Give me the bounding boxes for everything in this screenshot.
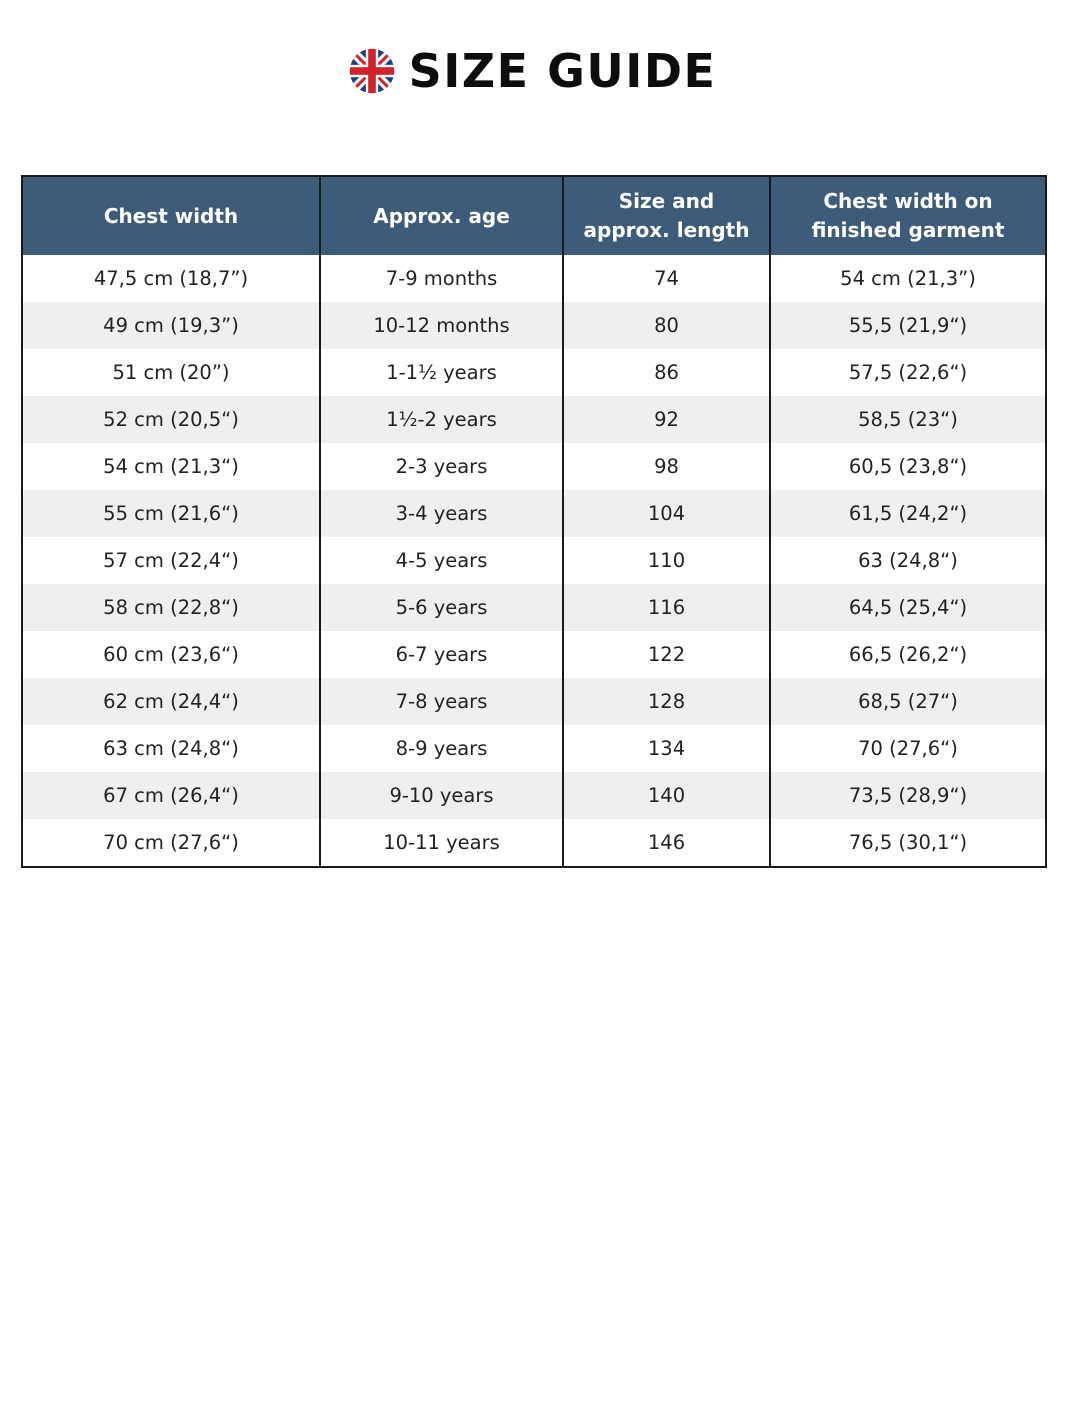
- uk-flag-icon: [349, 48, 395, 94]
- table-row: [22, 349, 1046, 396]
- cell-chest-width: 58 cm (22,8“): [22, 584, 320, 631]
- cell-chest-width: 54 cm (21,3“): [22, 443, 320, 490]
- cell-finished-chest-width: 57,5 (22,6“): [770, 349, 1046, 396]
- cell-approx-age: 6-7 years: [320, 631, 563, 678]
- cell-finished-chest-width: 66,5 (26,2“): [770, 631, 1046, 678]
- table-row: [22, 725, 1046, 772]
- cell-size-length: 74: [563, 255, 770, 302]
- cell-approx-age: 10-12 months: [320, 302, 563, 349]
- cell-finished-chest-width: 61,5 (24,2“): [770, 490, 1046, 537]
- table-row: [22, 537, 1046, 584]
- cell-size-length: 80: [563, 302, 770, 349]
- table-row: [22, 819, 1046, 867]
- header-finished-chest-width: [770, 176, 1046, 255]
- table-row: [22, 302, 1046, 349]
- table-row: [22, 490, 1046, 537]
- cell-approx-age: 7-9 months: [320, 255, 563, 302]
- cell-finished-chest-width: 64,5 (25,4“): [770, 584, 1046, 631]
- size-guide-table: [21, 175, 1047, 868]
- cell-finished-chest-width: 76,5 (30,1“): [770, 819, 1046, 867]
- header-line: Chest width on: [823, 189, 993, 213]
- cell-finished-chest-width: 60,5 (23,8“): [770, 443, 1046, 490]
- cell-size-length: 92: [563, 396, 770, 443]
- cell-size-length: 110: [563, 537, 770, 584]
- cell-size-length: 146: [563, 819, 770, 867]
- cell-approx-age: 1½-2 years: [320, 396, 563, 443]
- table-header: [22, 176, 1046, 255]
- page-title: SIZE GUIDE: [408, 44, 717, 98]
- cell-size-length: 86: [563, 349, 770, 396]
- header-size-length: [563, 176, 770, 255]
- cell-approx-age: 7-8 years: [320, 678, 563, 725]
- cell-finished-chest-width: 63 (24,8“): [770, 537, 1046, 584]
- cell-approx-age: 4-5 years: [320, 537, 563, 584]
- cell-chest-width: 51 cm (20”): [22, 349, 320, 396]
- cell-size-length: 140: [563, 772, 770, 819]
- table-row: [22, 584, 1046, 631]
- table-row: [22, 443, 1046, 490]
- cell-size-length: 98: [563, 443, 770, 490]
- cell-approx-age: 9-10 years: [320, 772, 563, 819]
- header-line: Approx. age: [373, 203, 510, 228]
- cell-size-length: 128: [563, 678, 770, 725]
- header-line: Chest width: [103, 203, 239, 228]
- cell-chest-width: 57 cm (22,4“): [22, 537, 320, 584]
- table-row: [22, 678, 1046, 725]
- header-line: finished garment: [811, 218, 1005, 242]
- cell-approx-age: 1-1½ years: [320, 349, 563, 396]
- cell-finished-chest-width: 68,5 (27“): [770, 678, 1046, 725]
- cell-finished-chest-width: 55,5 (21,9“): [770, 302, 1046, 349]
- cell-finished-chest-width: 58,5 (23“): [770, 396, 1046, 443]
- table-row: [22, 772, 1046, 819]
- cell-size-length: 122: [563, 631, 770, 678]
- cell-chest-width: 55 cm (21,6“): [22, 490, 320, 537]
- cell-size-length: 116: [563, 584, 770, 631]
- cell-finished-chest-width: 54 cm (21,3”): [770, 255, 1046, 302]
- cell-size-length: 134: [563, 725, 770, 772]
- table-row: [22, 396, 1046, 443]
- cell-finished-chest-width: 70 (27,6“): [770, 725, 1046, 772]
- header-line: approx. length: [583, 218, 750, 242]
- cell-chest-width: 67 cm (26,4“): [22, 772, 320, 819]
- cell-chest-width: 49 cm (19,3”): [22, 302, 320, 349]
- cell-chest-width: 52 cm (20,5“): [22, 396, 320, 443]
- cell-chest-width: 47,5 cm (18,7”): [22, 255, 320, 302]
- cell-chest-width: 62 cm (24,4“): [22, 678, 320, 725]
- table-body: [22, 255, 1046, 867]
- cell-finished-chest-width: 73,5 (28,9“): [770, 772, 1046, 819]
- table-row: [22, 255, 1046, 302]
- cell-approx-age: 3-4 years: [320, 490, 563, 537]
- header-line: Size and: [618, 189, 715, 213]
- title-row: [0, 40, 1065, 102]
- cell-approx-age: 10-11 years: [320, 819, 563, 867]
- header-approx-age: [320, 176, 563, 255]
- header-chest-width: [22, 176, 320, 255]
- cell-chest-width: 60 cm (23,6“): [22, 631, 320, 678]
- cell-chest-width: 70 cm (27,6“): [22, 819, 320, 867]
- cell-approx-age: 8-9 years: [320, 725, 563, 772]
- cell-chest-width: 63 cm (24,8“): [22, 725, 320, 772]
- size-guide-table-wrap: [21, 175, 1045, 868]
- table-row: [22, 631, 1046, 678]
- cell-approx-age: 2-3 years: [320, 443, 563, 490]
- cell-size-length: 104: [563, 490, 770, 537]
- header-row: [22, 176, 1046, 255]
- cell-approx-age: 5-6 years: [320, 584, 563, 631]
